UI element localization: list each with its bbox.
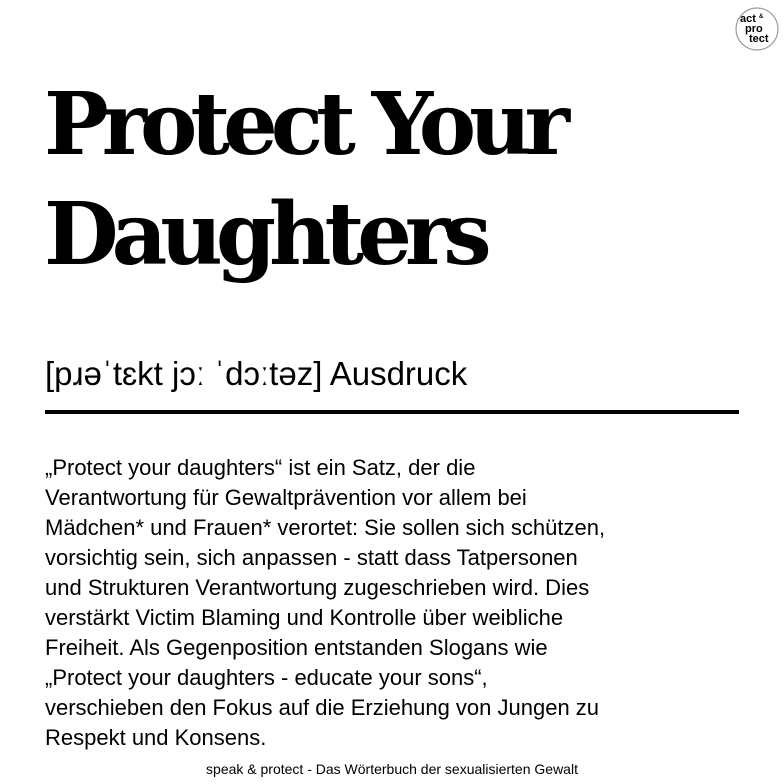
logo-text-tect: tect bbox=[749, 33, 769, 45]
definition-line: „Protect your daughters“ ist ein Satz, der die bbox=[45, 455, 476, 480]
definition-line: „Protect your daughters - educate your sons“, bbox=[45, 665, 488, 690]
headword-line: Daughters bbox=[44, 184, 485, 285]
definition-line: und Strukturen Verantwortung zugeschrieben wird. Dies bbox=[45, 575, 590, 600]
definition-line: vorsichtig sein, sich anpassen - statt dass Tatpersonen bbox=[45, 545, 578, 570]
ipa-transcription: [pɹəˈtɛkt jɔː ˈdɔːtəz] bbox=[45, 355, 323, 392]
pronunciation-line bbox=[45, 353, 467, 395]
definition-line: verstärkt Victim Blaming und Kontrolle über weibliche bbox=[45, 605, 564, 630]
part-of-speech: Ausdruck bbox=[329, 355, 468, 392]
footer-caption: speak & protect - Das Wörterbuch der sexualisierten Gewalt bbox=[206, 761, 578, 777]
headword-title bbox=[44, 70, 563, 290]
definition-line: Respekt und Konsens. bbox=[45, 725, 267, 750]
headword-line: Protect Your bbox=[44, 74, 563, 175]
definition-text bbox=[45, 453, 745, 753]
definition-line: Freiheit. Als Gegenposition entstanden Slogans wie bbox=[45, 635, 548, 660]
logo-text-ampersand: & bbox=[759, 14, 764, 20]
definition-line: verschieben den Fokus auf die Erziehung von Jungen zu bbox=[45, 695, 600, 720]
logo-text-pro: pro bbox=[745, 23, 763, 35]
logo-text-act: act bbox=[740, 13, 756, 25]
divider bbox=[45, 410, 739, 414]
definition-line: Verantwortung für Gewaltprävention vor allem bei bbox=[45, 485, 527, 510]
definition-line: Mädchen* und Frauen* verortet: Sie sollen sich schützen, bbox=[45, 515, 606, 540]
act-and-protect-logo bbox=[733, 5, 781, 53]
